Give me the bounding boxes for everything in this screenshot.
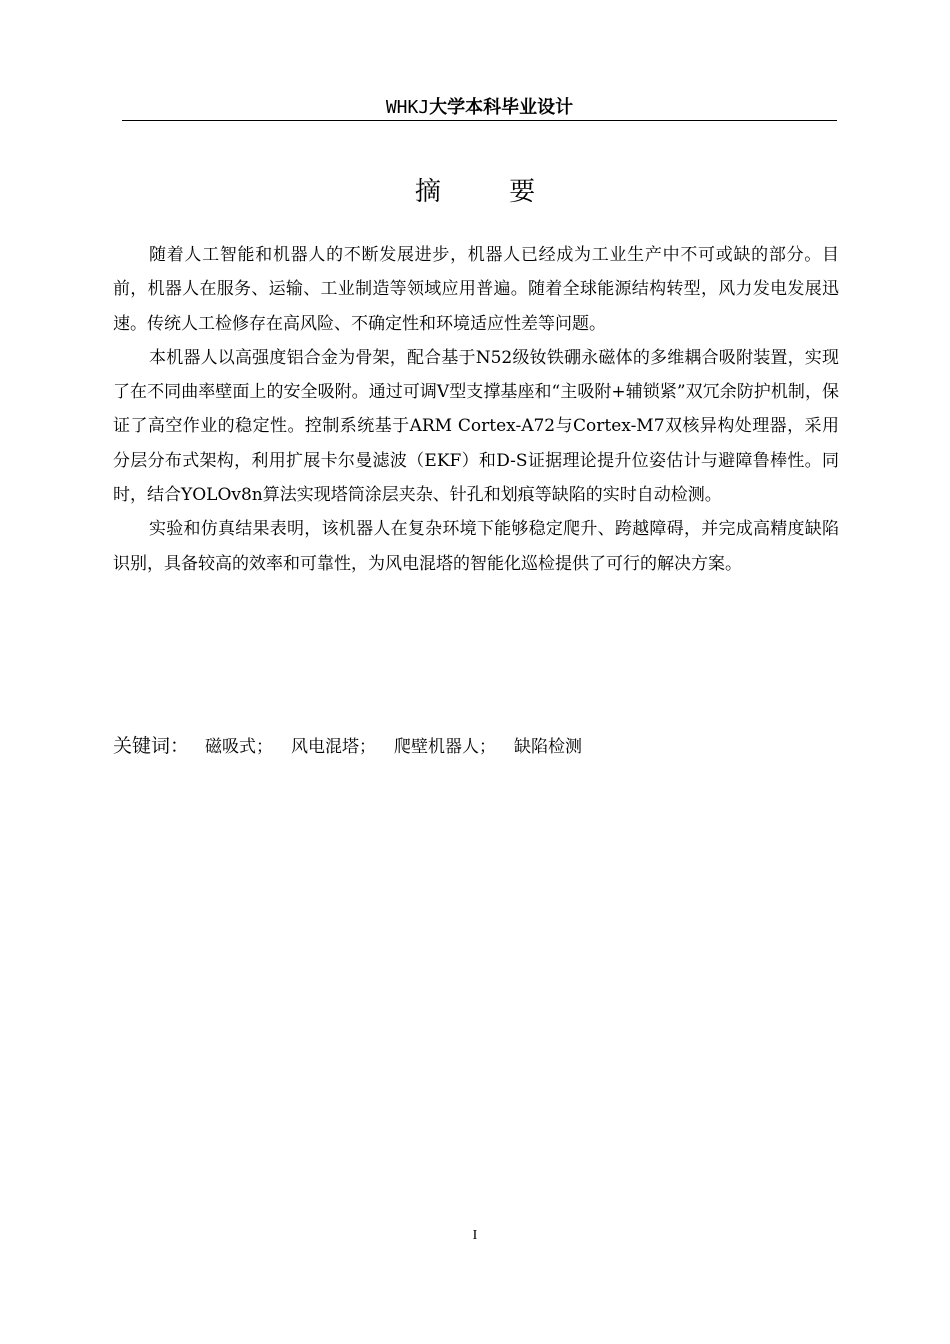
- keywords-line: [113, 730, 839, 763]
- header-school-code: WHKJ: [385, 97, 430, 118]
- abstract-paragraph-1: 随着人工智能和机器人的不断发展进步，机器人已经成为工业生产中不可或缺的部分。目前，机器人在服务、运输、工业制造等领域应用普遍。随着全球能源结构转型，风力发电发展迅速。传统人工检修存在高风险、不确定性和环境适应性差等问题。: [113, 245, 839, 334]
- keyword-1: 磁吸式；: [205, 737, 274, 757]
- keyword-3: 爬壁机器人；: [394, 737, 497, 757]
- page-number: I: [472, 1228, 478, 1243]
- page-header: [122, 94, 837, 121]
- keywords-label: 关键词：: [113, 735, 190, 757]
- keyword-2: 风电混塔；: [291, 737, 377, 757]
- header-title: 大学本科毕业设计: [429, 97, 574, 118]
- keyword-4: 缺陷检测: [514, 737, 583, 757]
- abstract-paragraph-2: 本机器人以高强度铝合金为骨架，配合基于N52级钕铁硼永磁体的多维耦合吸附装置，实现了在不同曲率壁面上的安全吸附。通过可调V型支撑基座和“主吸附+辅锁紧”双冗余防护机制，保证了高空作业的稳定性。控制系统基于ARM Cortex-A72与Cortex-M7双核异构处理器，采用分层分布式架构，利用扩展卡尔曼滤波（EKF）和D-S证据理论提升位姿估计与避障鲁棒性。同时，结合YOLOv8n算法实现塔筒涂层夹杂、针孔和划痕等缺陷的实时自动检测。: [113, 347, 839, 506]
- abstract-title: 摘 要: [414, 177, 566, 207]
- abstract-body: [113, 238, 839, 581]
- abstract-paragraph-3: 实验和仿真结果表明，该机器人在复杂环境下能够稳定爬升、跨越障碍，并完成高精度缺陷识别，具备较高的效率和可靠性，为风电混塔的智能化巡检提供了可行的解决方案。: [113, 519, 839, 574]
